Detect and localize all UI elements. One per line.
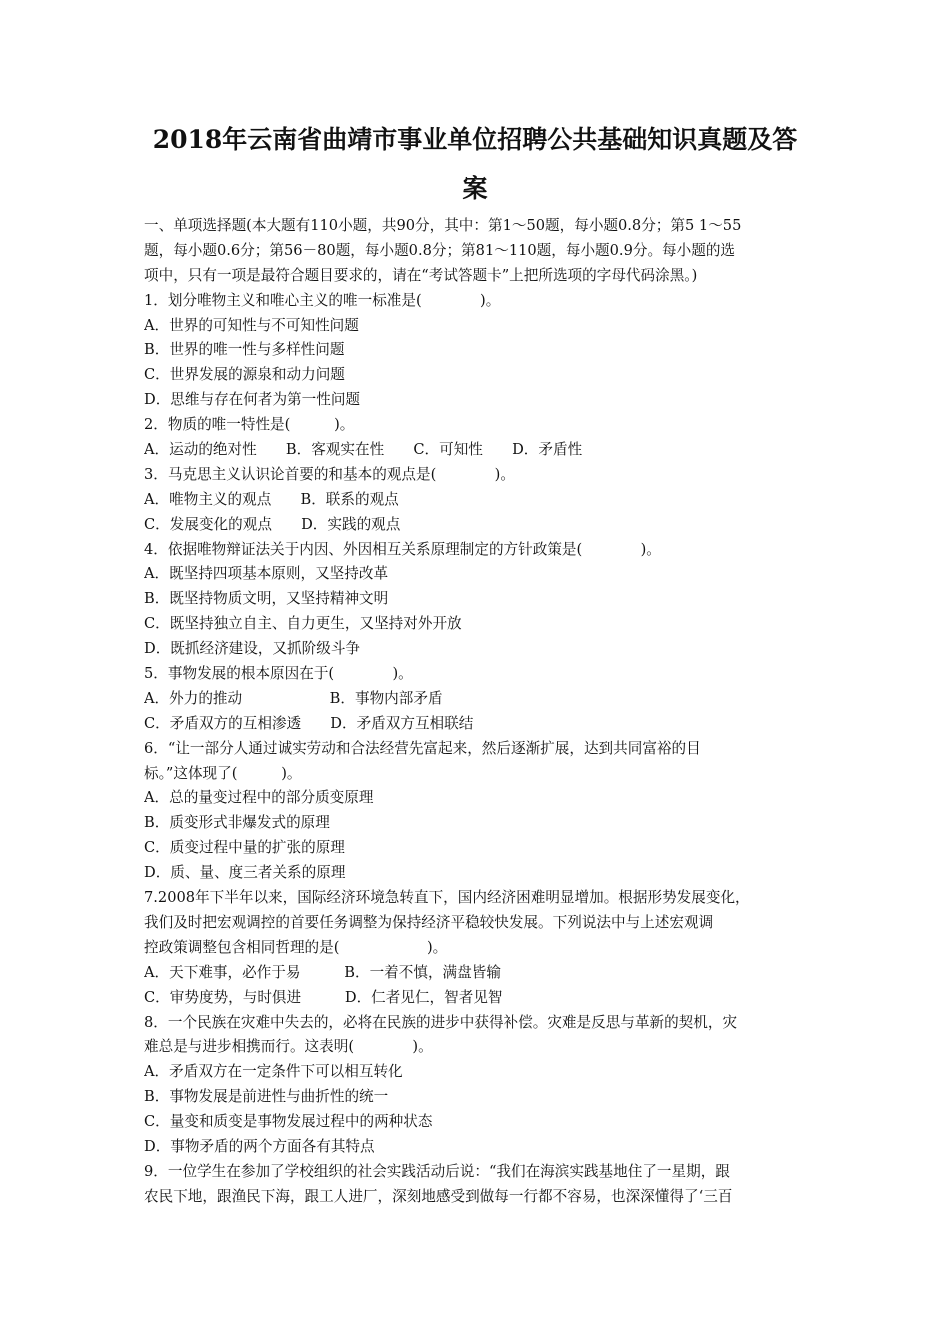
question-6-option-d: D．质、量、度三者关系的原理 [144,864,346,882]
section-heading-line: 题，每小题0.6分；第56－80题，每小题0.8分；第81～110题，每小题0.9分。每小题的选 [144,241,736,259]
question-5-options-ab: A．外力的推动 B．事物内部矛盾 [144,689,443,707]
question-7-options-ab: A．天下难事，必作于易 B．一着不慎，满盘皆输 [144,963,501,981]
question-2-options: A．运动的绝对性 B．客观实在性 C．可知性 D．矛盾性 [144,441,583,459]
question-5-options-cd: C．矛盾双方的互相渗透 D．矛盾双方互相联结 [144,714,474,732]
question-8-option-d: D．事物矛盾的两个方面各有其特点 [144,1137,375,1155]
question-7-options-cd: C．审势度势，与时俱进 D．仁者见仁，智者见智 [144,988,503,1006]
question-8-cont: 难总是与进步相携而行。这表明( )。 [144,1038,433,1056]
document-title-line-2: 案 [462,174,488,203]
question-6-option-b: B．质变形式非爆发式的原理 [144,814,330,832]
question-1-option-b: B．世界的唯一性与多样性问题 [144,341,345,359]
question-8-option-b: B．事物发展是前进性与曲折性的统一 [144,1088,389,1106]
question-3: 3．马克思主义认识论首要的和基本的观点是( )。 [144,465,515,483]
question-8: 8．一个民族在灾难中失去的，必将在民族的进步中获得补偿。灾难是反思与革新的契机，灾 [144,1013,738,1031]
question-8-option-a: A．矛盾双方在一定条件下可以相互转化 [144,1063,403,1081]
question-6-cont: 标。”这体现了( )。 [144,764,302,782]
question-9: 9．一位学生在参加了学校组织的社会实践活动后说：“我们在海滨实践基地住了一星期，跟 [144,1162,730,1180]
question-1-option-d: D．思维与存在何者为第一性问题 [144,391,361,409]
question-4-option-d: D．既抓经济建设，又抓阶级斗争 [144,640,361,658]
question-3-options-ab: A．唯物主义的观点 B．联系的观点 [144,490,399,508]
question-9-cont: 农民下地，跟渔民下海，跟工人进厂，深刻地感受到做每一行都不容易，也深深懂得了‘三百 [144,1187,733,1205]
question-1-option-a: A．世界的可知性与不可知性问题 [144,316,359,334]
question-4: 4．依据唯物辩证法关于内因、外因相互关系原理制定的方针政策是( )。 [144,540,661,558]
question-7-cont: 控政策调整包含相同哲理的是( )。 [144,938,448,956]
question-1: 1．划分唯物主义和唯心主义的唯一标准是( )。 [144,291,501,309]
question-1-option-c: C．世界发展的源泉和动力问题 [144,366,345,384]
question-4-option-b: B．既坚持物质文明，又坚持精神文明 [144,590,389,608]
question-6-option-c: C．质变过程中量的扩张的原理 [144,839,345,857]
question-7-cont: 我们及时把宏观调控的首要任务调整为保持经济平稳较快发展。下列说法中与上述宏观调 [144,913,714,931]
question-6-option-a: A．总的量变过程中的部分质变原理 [144,789,374,807]
question-6: 6．“让一部分人通过诚实劳动和合法经营先富起来，然后逐渐扩展，达到共同富裕的目 [144,739,701,757]
section-heading-line: 一、单项选择题(本大题有110小题，共90分，其中：第1～50题，每小题0.8分；第5 1～55 [144,217,742,234]
question-4-option-a: A．既坚持四项基本原则，又坚持改革 [144,565,389,583]
question-5: 5．事物发展的根本原因在于( )。 [144,665,413,683]
question-8-option-c: C．量变和质变是事物发展过程中的两种状态 [144,1113,433,1131]
document-body [144,214,814,1210]
section-heading-line: 项中，只有一项是最符合题目要求的，请在“考试答题卡”上把所选项的字母代码涂黑。) [144,266,698,284]
question-4-option-c: C．既坚持独立自主、自力更生，又坚持对外开放 [144,615,462,633]
document-title-line-1: 2018年云南省曲靖市事业单位招聘公共基础知识真题及答 [152,125,798,154]
question-3-options-cd: C．发展变化的观点 D．实践的观点 [144,515,401,533]
question-7: 7.2008年下半年以来，国际经济环境急转直下，国内经济困难明显增加。根据形势发展变化， [144,889,750,907]
question-2: 2．物质的唯一特性是( )。 [144,416,355,434]
